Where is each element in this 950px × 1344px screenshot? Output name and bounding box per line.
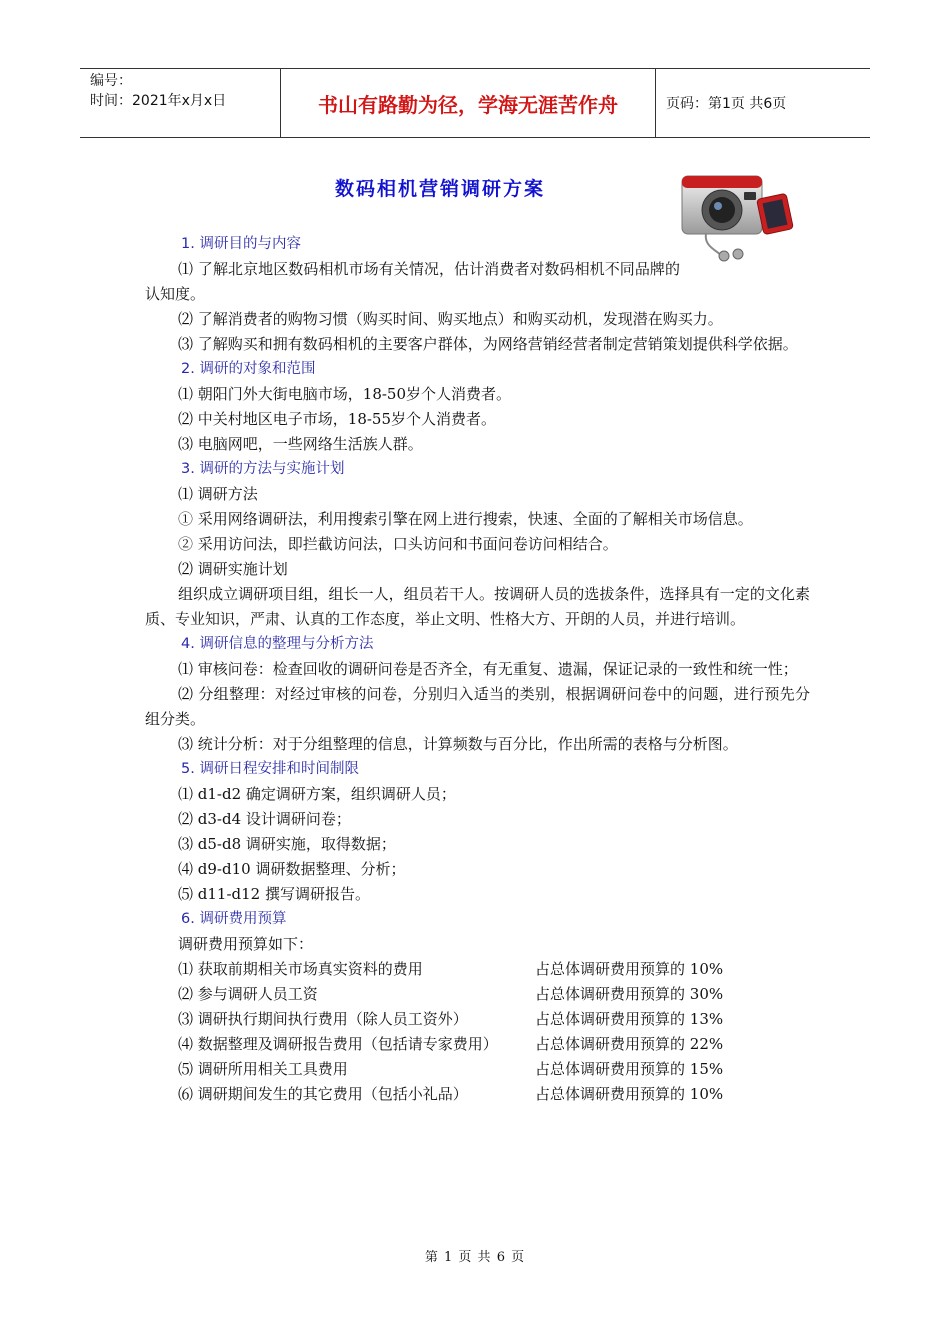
paragraph: ⑵ 了解消费者的购物习惯（购买时间、购买地点）和购买动机，发现潜在购买力。	[178, 310, 723, 328]
budget-item-label: ⑵ 参与调研人员工资	[178, 985, 318, 1003]
budget-item-label: ⑷ 数据整理及调研报告费用（包括请专家费用）	[178, 1035, 498, 1053]
header-motto: 书山有路勤为径，学海无涯苦作舟	[280, 69, 656, 137]
budget-item-label: ⑹ 调研期间发生的其它费用（包括小礼品）	[178, 1085, 468, 1103]
budget-item	[145, 982, 810, 1007]
budget-item	[145, 1032, 810, 1057]
budget-item-label: ⑴ 获取前期相关市场真实资料的费用	[178, 960, 423, 978]
section-heading: 3. 调研的方法与实施计划	[181, 461, 345, 477]
paragraph: ⑴ 调研方法	[178, 485, 258, 503]
paragraph: ⑵ 调研实施计划	[178, 560, 288, 578]
header-meta	[80, 69, 280, 137]
schedule-item: ⑵ d3-d4 设计调研问卷；	[178, 810, 351, 828]
budget-item-label: ⑸ 调研所用相关工具费用	[178, 1060, 348, 1078]
header-number: 编号：	[90, 73, 132, 89]
paragraph: ⑴ 朝阳门外大街电脑市场，18-50岁个人消费者。	[178, 385, 512, 403]
section-heading: 2. 调研的对象和范围	[181, 361, 316, 377]
paragraph: ⑴ 审核问卷：检查回收的调研问卷是否齐全，有无重复、遗漏，保证记录的一致性和统一性；	[178, 660, 798, 678]
paragraph: ⑴ 了解北京地区数码相机市场有关情况，估计消费者对数码相机不同品牌的认知度。	[145, 260, 680, 303]
document-title: 数码相机营销调研方案	[334, 178, 545, 200]
schedule-item: ⑸ d11-d12 撰写调研报告。	[178, 885, 370, 903]
budget-intro: 调研费用预算如下：	[178, 935, 314, 953]
budget-item	[145, 1007, 810, 1032]
budget-item-share: 占总体调研费用预算的 13%	[535, 1010, 724, 1028]
section-heading: 1. 调研目的与内容	[181, 236, 301, 252]
paragraph: 组织成立调研项目组，组长一人，组员若干人。按调研人员的选拔条件，选择具有一定的文化素质、专业知识，严肃、认真的工作态度，举止文明、性格大方、开朗的人员，并进行培训。	[145, 585, 810, 628]
paragraph: ⑶ 统计分析：对于分组整理的信息，计算频数与百分比，作出所需的表格与分析图。	[178, 735, 738, 753]
schedule-item: ⑴ d1-d2 确定调研方案，组织调研人员；	[178, 785, 456, 803]
budget-item-label: ⑶ 调研执行期间执行费用（除人员工资外）	[178, 1010, 468, 1028]
paragraph: ② 采用访问法，即拦截访问法，口头访问和书面问卷访问相结合。	[178, 535, 618, 553]
schedule-item: ⑷ d9-d10 调研数据整理、分析；	[178, 860, 406, 878]
header-page-info: 页码：第1页 共6页	[666, 96, 787, 112]
budget-item-share: 占总体调研费用预算的 22%	[535, 1035, 724, 1053]
header-time: 时间：2021年x月x日	[90, 93, 227, 109]
budget-item	[145, 1082, 810, 1107]
budget-item-share: 占总体调研费用预算的 10%	[535, 960, 724, 978]
section-heading: 5. 调研日程安排和时间制限	[181, 761, 359, 777]
paragraph: ⑵ 分组整理：对经过审核的问卷，分别归入适当的类别，根据调研问卷中的问题，进行预先分组分类。	[145, 685, 810, 728]
section-heading: 4. 调研信息的整理与分析方法	[181, 636, 374, 652]
page-footer: 第 1 页 共 6 页	[424, 1250, 526, 1265]
paragraph: ⑶ 电脑网吧，一些网络生活族人群。	[178, 435, 423, 453]
schedule-item: ⑶ d5-d8 调研实施，取得数据；	[178, 835, 396, 853]
paragraph: ① 采用网络调研法，利用搜索引擎在网上进行搜索，快速、全面的了解相关市场信息。	[178, 510, 753, 528]
budget-item-share: 占总体调研费用预算的 30%	[535, 985, 724, 1003]
paragraph: ⑵ 中关村地区电子市场，18-55岁个人消费者。	[178, 410, 497, 428]
budget-item	[145, 957, 810, 982]
budget-item-share: 占总体调研费用预算的 10%	[535, 1085, 724, 1103]
section-heading: 6. 调研费用预算	[181, 911, 287, 927]
budget-item	[145, 1057, 810, 1082]
document-body	[145, 232, 810, 1107]
budget-item-share: 占总体调研费用预算的 15%	[535, 1060, 724, 1078]
paragraph: ⑶ 了解购买和拥有数码相机的主要客户群体，为网络营销经营者制定营销策划提供科学依据。	[178, 335, 798, 353]
document-header	[80, 68, 870, 138]
